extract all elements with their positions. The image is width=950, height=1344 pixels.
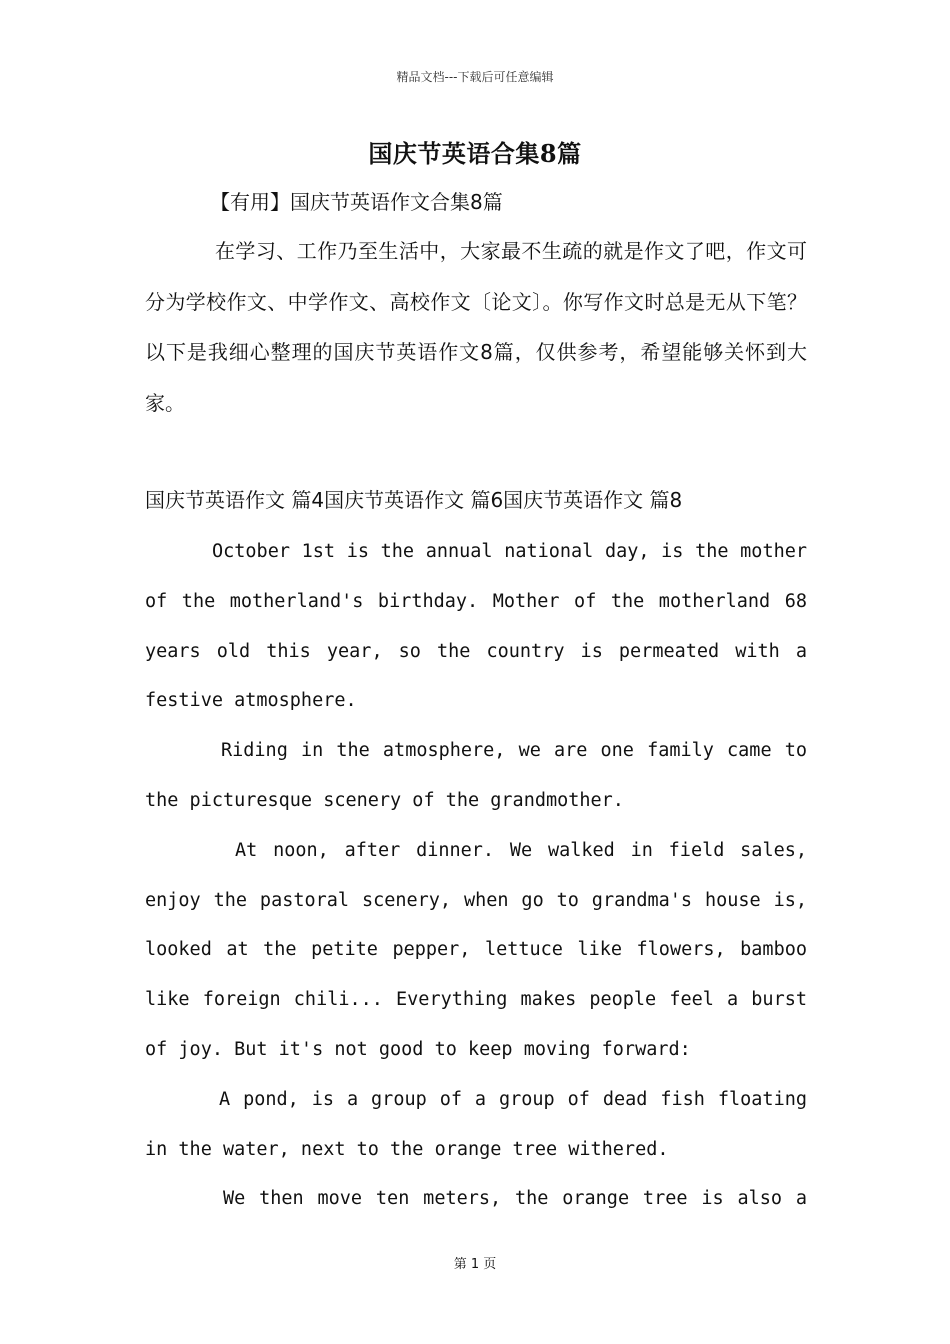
essay-paragraph-3: At noon, after dinner. We walked in field sales, enjoy the pastoral scenery, when go to grandma's house is, looked at the petite pepper, lettuce like flowers, bamboo like foreign chili... Everything makes people feel a burst of joy. But it's not good to keep moving forward: bbox=[145, 839, 807, 1060]
document-title: 国庆节英语合集8篇 bbox=[368, 139, 582, 168]
essay-paragraph-1: October 1st is the annual national day, is the mother of the motherland's birthday. Mother of the motherland 68 years old this year, so the country is permeated with a festive atmosphere. bbox=[145, 541, 807, 712]
essay-paragraph-5: We then move ten meters, the orange tree is also a bbox=[223, 1188, 807, 1210]
essay-paragraph-2: Riding in the atmosphere, we are one family came to the picturesque scenery of the grandmother. bbox=[145, 740, 807, 811]
page-number: 第 1 页 bbox=[453, 1257, 497, 1272]
intro-paragraph: 在学习、工作乃至生活中，大家最不生疏的就是作文了吧，作文可分为学校作文、中学作文、高校作文〔论文〕。你写作文时总是无从下笔？以下是我细心整理的国庆节英语作文8篇，仅供参考，希望能够关怀到大家。 bbox=[145, 239, 807, 415]
page-header-note: 精品文档---下载后可任意编辑 bbox=[396, 70, 554, 84]
essay-index-line: 国庆节英语作文 篇4国庆节英语作文 篇6国庆节英语作文 篇8 bbox=[145, 488, 683, 512]
document-subtitle: 【有用】国庆节英语作文合集8篇 bbox=[210, 190, 503, 214]
essay-body bbox=[145, 527, 807, 1224]
essay-paragraph-4: A pond, is a group of a group of dead fish floating in the water, next to the orange tree withered. bbox=[145, 1088, 807, 1160]
